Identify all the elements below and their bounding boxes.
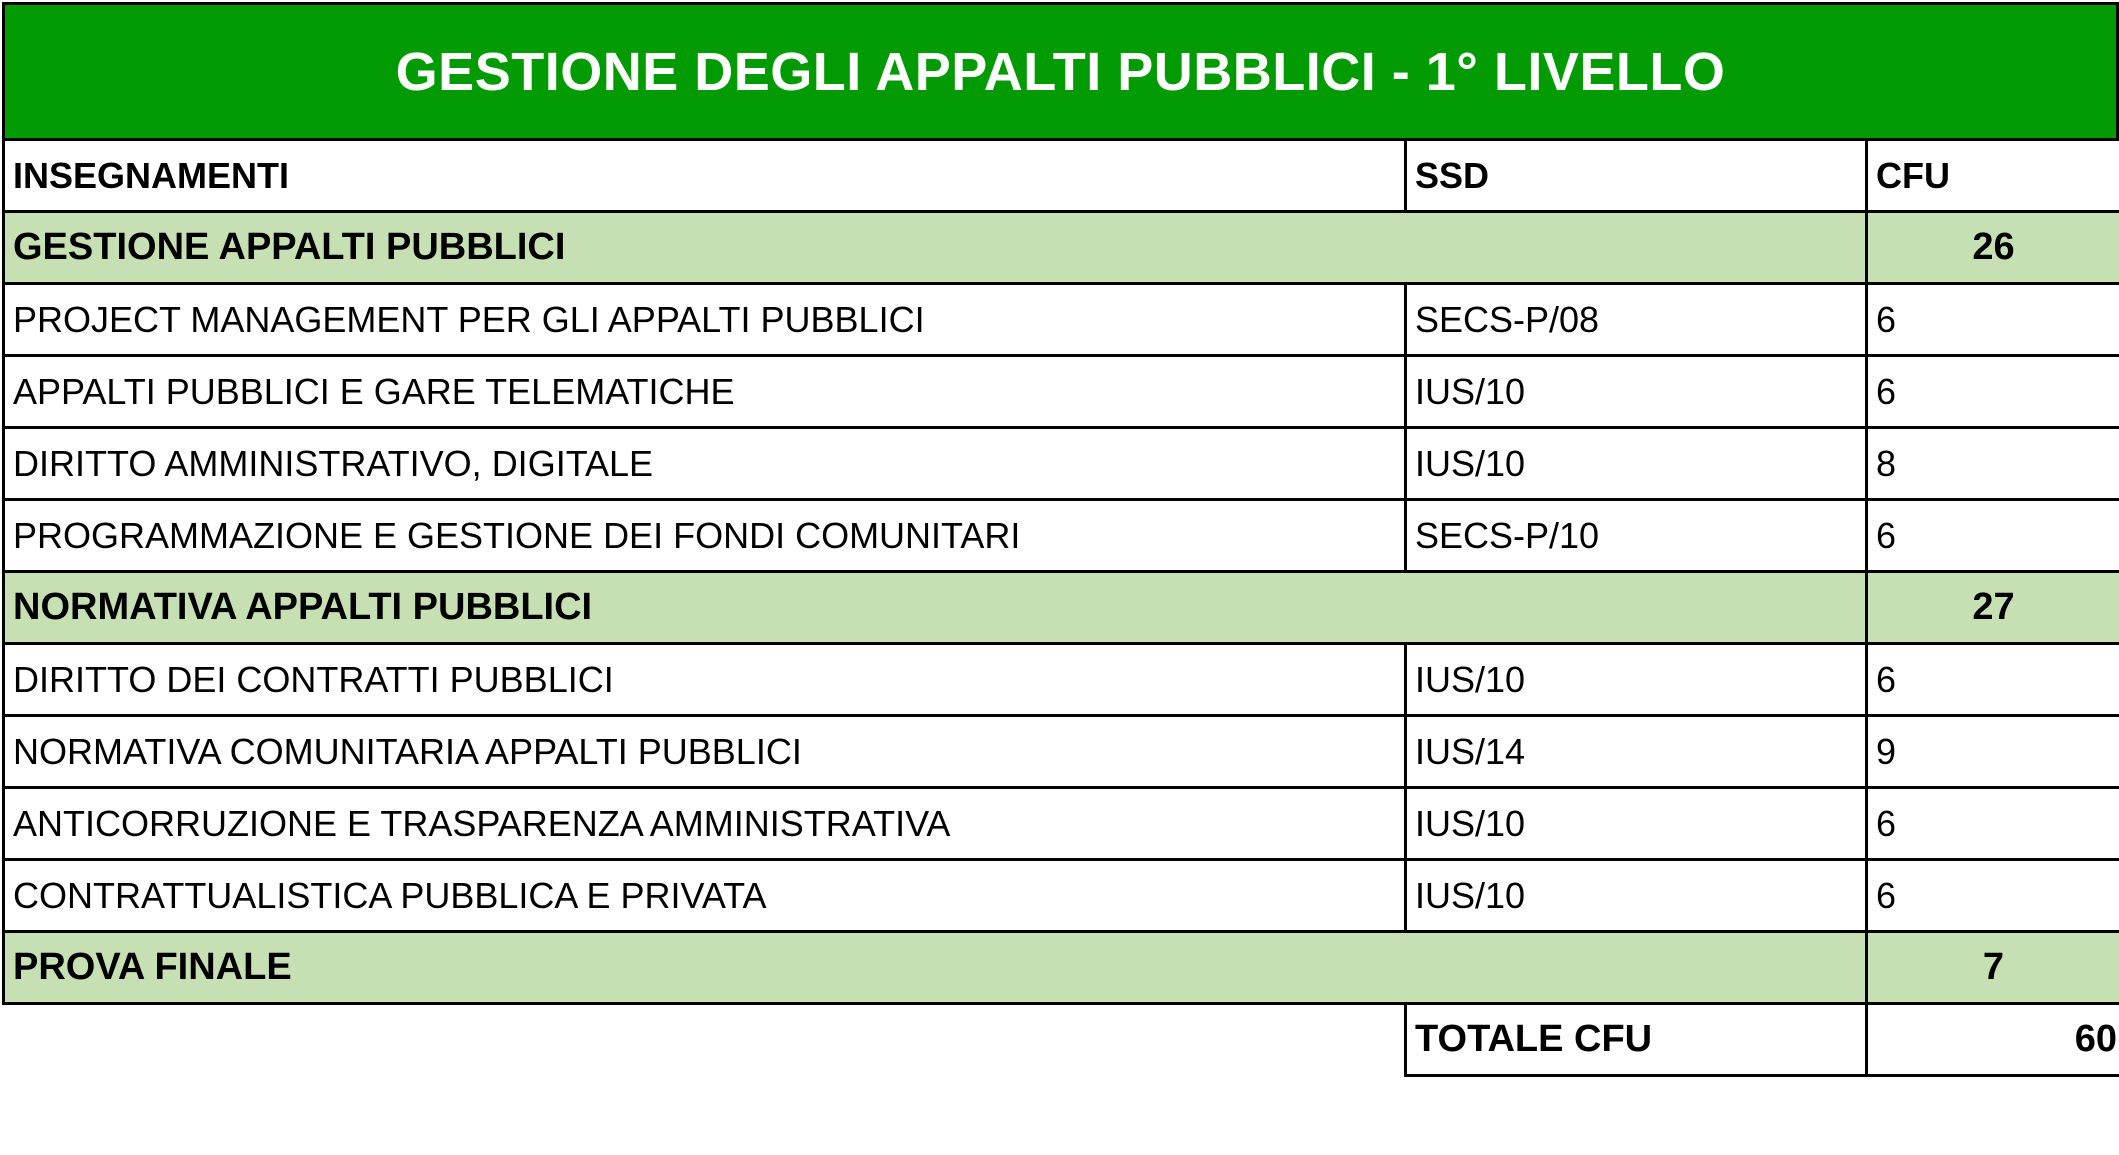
group-row: [4, 572, 2119, 644]
total-spacer: [4, 1004, 1406, 1076]
header-insegnamenti: INSEGNAMENTI: [4, 140, 1406, 212]
header-ssd: SSD: [1406, 140, 1867, 212]
page-title: GESTIONE DEGLI APPALTI PUBBLICI - 1° LIVELLO: [2, 2, 2119, 141]
group-row: [4, 932, 2119, 1004]
course-cfu: 6: [1867, 644, 2119, 716]
course-name: DIRITTO AMMINISTRATIVO, DIGITALE: [4, 428, 1406, 500]
group-cfu-total: 7: [1867, 932, 2119, 1004]
course-row: [4, 284, 2119, 356]
course-row: [4, 860, 2119, 932]
group-name: NORMATIVA APPALTI PUBBLICI: [4, 572, 1867, 644]
course-ssd: IUS/10: [1406, 788, 1867, 860]
course-cfu: 6: [1867, 860, 2119, 932]
group-name: GESTIONE APPALTI PUBBLICI: [4, 212, 1867, 284]
course-cfu: 6: [1867, 500, 2119, 572]
course-ssd: IUS/10: [1406, 860, 1867, 932]
course-name: DIRITTO DEI CONTRATTI PUBBLICI: [4, 644, 1406, 716]
header-cfu: CFU: [1867, 140, 2119, 212]
course-row: [4, 500, 2119, 572]
course-cfu: 6: [1867, 788, 2119, 860]
total-row: [4, 1004, 2119, 1076]
course-name: APPALTI PUBBLICI E GARE TELEMATICHE: [4, 356, 1406, 428]
course-ssd: IUS/10: [1406, 428, 1867, 500]
course-name: PROGRAMMAZIONE E GESTIONE DEI FONDI COMUNITARI: [4, 500, 1406, 572]
table-body: [4, 140, 2119, 1076]
course-row: [4, 716, 2119, 788]
course-ssd: SECS-P/10: [1406, 500, 1867, 572]
total-label: TOTALE CFU: [1406, 1004, 1867, 1076]
curriculum-table: [2, 138, 2119, 1077]
course-name: NORMATIVA COMUNITARIA APPALTI PUBBLICI: [4, 716, 1406, 788]
course-name: PROJECT MANAGEMENT PER GLI APPALTI PUBBLICI: [4, 284, 1406, 356]
course-cfu: 6: [1867, 356, 2119, 428]
course-name: ANTICORRUZIONE E TRASPARENZA AMMINISTRATIVA: [4, 788, 1406, 860]
group-name: PROVA FINALE: [4, 932, 1867, 1004]
course-ssd: IUS/10: [1406, 644, 1867, 716]
group-row: [4, 212, 2119, 284]
course-cfu: 9: [1867, 716, 2119, 788]
course-ssd: IUS/14: [1406, 716, 1867, 788]
group-cfu-total: 27: [1867, 572, 2119, 644]
total-value: 60: [1867, 1004, 2119, 1076]
course-row: [4, 428, 2119, 500]
course-cfu: 6: [1867, 284, 2119, 356]
course-cfu: 8: [1867, 428, 2119, 500]
course-row: [4, 644, 2119, 716]
group-cfu-total: 26: [1867, 212, 2119, 284]
course-ssd: IUS/10: [1406, 356, 1867, 428]
course-name: CONTRATTUALISTICA PUBBLICA E PRIVATA: [4, 860, 1406, 932]
course-row: [4, 356, 2119, 428]
table-header-row: [4, 140, 2119, 212]
course-row: [4, 788, 2119, 860]
course-ssd: SECS-P/08: [1406, 284, 1867, 356]
